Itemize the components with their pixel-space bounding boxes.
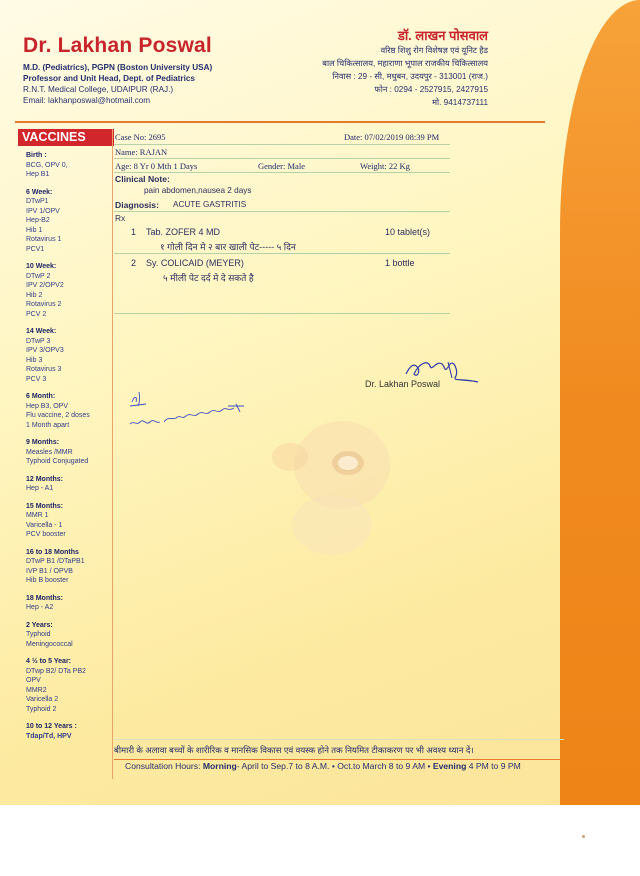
vaccine-group-heading: 10 to 12 Years : [26, 723, 77, 730]
vaccine-item: Hep B1 [26, 171, 50, 178]
vaccine-item: Varicella - 1 [26, 521, 63, 529]
vaccine-item: Rotavirus 1 [26, 236, 62, 243]
vaccine-item: Hib 2 [26, 291, 43, 299]
vaccine-group [26, 502, 114, 540]
hindi-mobile: मो. 9414737111 [432, 98, 488, 107]
vaccine-item: Hep B3, OPV [26, 402, 69, 410]
vaccine-item: PCV 3 [26, 375, 47, 383]
vaccine-item: Hep-B2 [26, 217, 50, 224]
vaccine-item: Hib 1 [26, 226, 43, 234]
column-divider [112, 129, 113, 779]
hindi-line-2: बाल चिकित्सालय, महाराणा भूपाल राजकीय चिकित्सालय [322, 59, 488, 68]
vaccine-item: MMR2 [26, 686, 47, 694]
bottom-margin [0, 805, 640, 876]
vaccines-title: VACCINES [18, 129, 114, 146]
patient-gender: Gender: Male [258, 161, 305, 171]
rx-item-drug: Tab. ZOFER 4 MD [146, 227, 221, 237]
vaccine-item: Typhoid [26, 631, 51, 638]
vaccine-item: Varicella 2 [26, 696, 59, 703]
morning-label: Morning [202, 761, 237, 771]
vaccine-group-heading: 14 Week: [26, 328, 57, 335]
visit-date: Date: 07/02/2019 08:39 PM [344, 132, 440, 142]
vaccine-item: Rotavirus 2 [26, 301, 62, 308]
rx-item-quantity: 1 bottle [385, 258, 415, 268]
vaccine-group [26, 548, 114, 586]
vaccine-group-heading: 9 Months: [26, 439, 60, 446]
vaccine-item: PCV booster [26, 531, 66, 538]
evening-label: Evening [432, 761, 467, 771]
evening-hours: 4 PM to 9 PM [466, 761, 521, 771]
baby-watermark-image [262, 405, 402, 565]
consult-prefix: Consultation Hours: [125, 761, 203, 771]
vaccine-item: DTwP 2 [26, 272, 51, 280]
header-left [23, 34, 212, 106]
patient-weight: Weight: 22 Kg [360, 161, 410, 171]
rule [114, 144, 450, 145]
vaccine-group [26, 657, 114, 714]
vaccine-item: IPV 2/OPV2 [26, 282, 64, 289]
vaccine-item: Hep - A2 [26, 604, 54, 611]
vaccine-item: Typhoid 2 [26, 705, 57, 713]
rx-item-number: 1 [131, 227, 137, 237]
hindi-address: निवास : 29 - सी, मधुबन, उदयपुर - 313001 (राज.) [332, 72, 488, 81]
rx-item-instruction: १ गोली दिन मे २ बार खाली पेट----- ५ दिन [160, 242, 296, 252]
vaccine-item: PCV1 [26, 245, 45, 253]
vaccine-group [26, 438, 114, 467]
vaccine-item: IVP B1 / OPVB [26, 567, 73, 575]
doctor-name: Dr. Lakhan Poswal [23, 34, 212, 57]
signature-name: Dr. Lakhan Poswal [365, 379, 441, 389]
rx-item-instruction: ५ मीली पेट दर्द मे दे सकते है [163, 273, 254, 283]
vaccine-item: Tdap/Td, HPV [26, 732, 72, 740]
handwritten-note [124, 384, 254, 434]
vaccine-group-heading: 12 Months: [26, 475, 63, 483]
vaccine-group-heading: 2 Years: [26, 621, 53, 629]
vaccine-item: OPV [26, 677, 41, 684]
vaccination-advice: बीमारी के अलावा बच्चों के शारीरिक व मानसिक विकास एवं वयस्क होने तक नियमित टीकाकरण पर भी अवश्य ध्यान दें। [114, 739, 564, 760]
morning-hours: - April to Sep.7 to 8 A.M. • Oct.to March 8 to 9 AM • [236, 761, 433, 771]
vaccine-item: DTwP 3 [26, 337, 51, 345]
vaccine-group [26, 392, 114, 430]
vaccine-group [26, 475, 114, 494]
vaccine-item: DTwP1 [26, 198, 49, 205]
diagnosis: ACUTE GASTRITIS [173, 200, 247, 209]
vaccine-item: DTwp B2/ DTa PB2 [26, 667, 86, 675]
vaccine-group-heading: 18 Months: [26, 594, 63, 602]
vaccine-item: IPV 3/OPV3 [26, 347, 64, 354]
vaccine-item: DTwP B1 /DTaPB1 [26, 558, 85, 565]
orange-side-band [560, 0, 640, 805]
rx-item-quantity: 10 tablet(s) [385, 227, 431, 237]
paper-speck [582, 835, 585, 838]
vaccine-group-heading: Birth : [26, 152, 47, 159]
vaccine-item: PCV 2 [26, 310, 47, 318]
vaccine-group [26, 262, 114, 319]
rx-item-number: 2 [131, 258, 137, 268]
vaccine-group-heading: 4 ½ to 5 Year: [26, 658, 72, 665]
vaccine-group [26, 722, 114, 741]
vaccine-item: Meningococcal [26, 640, 73, 648]
vaccine-item: Hep - A1 [26, 485, 54, 492]
vaccine-item: Measles /MMR [26, 448, 73, 456]
email: Email: lakhanposwal@hotmail.com [23, 96, 151, 105]
rule [114, 211, 450, 212]
patient-name: Name: RAJAN [115, 147, 168, 157]
vaccine-item: Flu vaccine, 2 doses [26, 412, 90, 419]
vaccine-group-heading: 10 Week: [26, 263, 57, 270]
vaccine-item: Typhoid Conjugated [26, 458, 89, 465]
vaccine-item: Rotavirus 3 [26, 366, 62, 373]
rx-label: Rx [115, 213, 126, 223]
college: R.N.T. Medical College, UDAIPUR (RAJ.) [23, 85, 174, 94]
hindi-line-1: वरिष्ठ शिशु रोग विशेषज्ञ एवं यूनिट हैड [380, 46, 488, 55]
consultation-hours [125, 761, 521, 771]
vaccine-group-heading: 16 to 18 Months [26, 548, 79, 556]
patient-age: Age: 8 Yr 0 Mth 1 Days [115, 161, 198, 171]
header-rule [15, 121, 545, 123]
vaccine-group-heading: 6 Month: [26, 393, 56, 400]
vaccine-group [26, 151, 114, 180]
vaccines-list [26, 151, 114, 749]
rule [114, 253, 450, 254]
vaccine-group [26, 621, 114, 650]
vaccine-group [26, 594, 114, 613]
qualification: M.D. (Pediatrics), PGPN (Boston University USA) [23, 63, 213, 72]
vaccine-item: IPV 1/OPV [26, 207, 60, 215]
vaccine-group [26, 327, 114, 384]
vaccine-group-heading: 6 Week: [26, 188, 53, 196]
diagnosis-label: Diagnosis: [115, 200, 159, 210]
rule [114, 172, 450, 173]
vaccine-item: Hib B booster [26, 577, 69, 584]
case-number: Case No: 2695 [115, 132, 166, 142]
header-right [270, 26, 488, 109]
clinical-note-label: Clinical Note: [115, 174, 170, 184]
rx-item-drug: Sy. COLICAID (MEYER) [146, 258, 244, 268]
vaccine-item: MMR 1 [26, 512, 49, 519]
footer-rule [114, 759, 560, 760]
vaccine-item: Hib 3 [26, 356, 43, 364]
designation: Professor and Unit Head, Dept. of Pediatrics [23, 74, 195, 83]
vaccine-group-heading: 15 Months: [26, 502, 63, 510]
hindi-doctor-name: डॉ. लाखन पोसवाल [397, 28, 488, 43]
clinical-note: pain abdomen,nausea 2 days [144, 186, 252, 195]
vaccine-item: 1 Month apart [26, 421, 70, 429]
rule [114, 158, 450, 159]
vaccine-group [26, 188, 114, 255]
rule [114, 313, 450, 314]
vaccine-item: BCG, OPV 0, [26, 161, 68, 169]
hindi-phone: फोन : 0294 - 2527915, 2427915 [374, 85, 488, 94]
